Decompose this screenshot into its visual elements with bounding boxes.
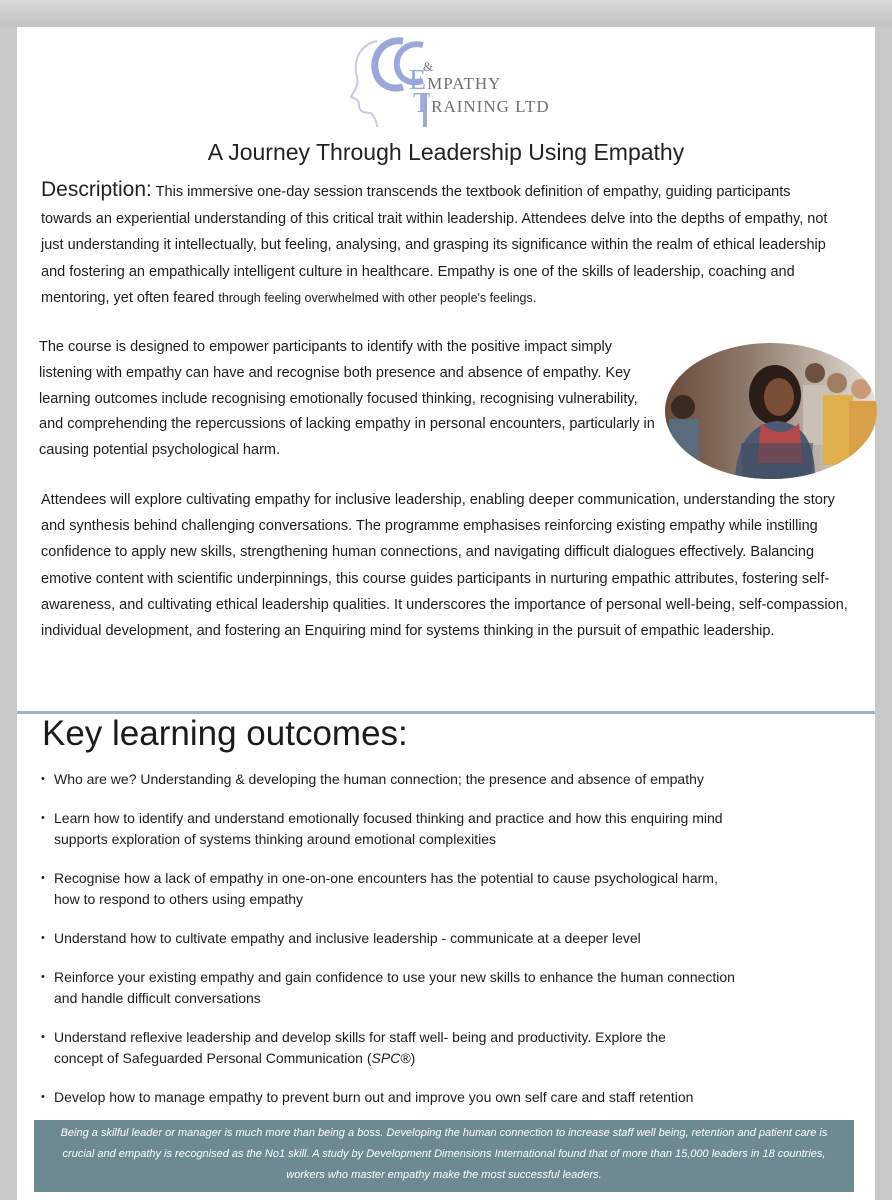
list-item (41, 1087, 801, 1108)
footer-line-3: workers who master empathy make the most successful leaders. (286, 1169, 602, 1181)
top-strip (0, 0, 892, 27)
company-name: EMPATHY TRAINING LTD (409, 65, 550, 119)
outcomes-list (41, 769, 801, 1108)
footer-quote-banner (34, 1120, 854, 1192)
outcome-text-continued: how to respond to others using empathy (54, 891, 304, 907)
description-small-text: through feeling overwhelmed with other people's feelings. (218, 291, 537, 305)
footer-line-1: Being a skilful leader or manager is much more than being a boss. Developing the human connection to increase staff well being, retention and patient care is (60, 1127, 828, 1139)
document-page (17, 27, 875, 1200)
list-item (41, 868, 801, 910)
outcome-text: Develop how to manage empathy to prevent burn out and improve you own self care and staff retention (54, 1089, 694, 1105)
svg-text:&: & (423, 59, 434, 74)
footer-line-2: crucial and empathy is recognised as the No1 skill. A study by Development Dimensions International found that of more than 15,000 leaders in 18 countries, (62, 1148, 826, 1160)
outcome-text: Learn how to identify and understand emotionally focused thinking and practice and how this enquiring mind (54, 810, 723, 826)
description-paragraph (41, 177, 841, 312)
outcome-text: Reinforce your existing empathy and gain confidence to use your new skills to enhance the human connection (54, 969, 735, 985)
list-item (41, 808, 801, 850)
course-overview-paragraph: The course is designed to empower participants to identify with the positive impact simply listening with empathy can have and recognise both presence and absence of empathy. Key learning outcomes include recognising emotionally focused thinking, recognising vulnerability, and comprehending the repercussions of lacking empathy in personal encounters, particularly in causing potential psychological harm. (39, 339, 655, 459)
list-item (41, 967, 801, 1009)
list-item (41, 928, 801, 949)
description-text: This immersive one-day session transcends the textbook definition of empathy, guiding participants towards an experiential understanding of this critical trait within leadership. Attendees delve into the depths of empathy, not just understanding it intellectually, but feeling, analysing, and grasping its significance within the realm of ethical leadership and fostering an empathically intelligent culture in healthcare. Empathy is one of the skills of leadership, coaching and mentoring, yet often feared (41, 184, 828, 306)
list-item (41, 1027, 801, 1069)
outcome-text: Recognise how a lack of empathy in one-on-one encounters has the potential to cause psychological harm, (54, 870, 718, 886)
outcome-text-tail: ) (410, 1050, 416, 1066)
outcome-text-continued: concept of Safeguarded Personal Communication ( (54, 1050, 372, 1066)
outcome-text-continued: supports exploration of systems thinking around emotional complexities (54, 831, 497, 847)
outcome-text-continued: and handle difficult conversations (54, 990, 261, 1006)
list-item (41, 769, 801, 790)
outcome-text: Who are we? Understanding & developing the human connection; the presence and absence of empathy (54, 771, 704, 787)
outcomes-heading: Key learning outcomes: (42, 714, 408, 753)
outcome-text: Understand reflexive leadership and develop skills for staff well- being and productivity. Explore the (54, 1029, 666, 1045)
company-logo (337, 27, 577, 132)
programme-details-paragraph: Attendees will explore cultivating empathy for inclusive leadership, enabling deeper communication, understanding the story and synthesis behind challenging conversations. The programme emphasises reinforcing existing empathy while instilling confidence to apply new skills, strengthening human connections, and navigating difficult dialogues effectively. Balancing emotive content with scientific underpinnings, this course guides participants in nurturing empathic attributes, fostering self-awareness, and cultivating ethical leadership qualities. It underscores the importance of personal well-being, self-compassion, individual development, and fostering an Enquiring mind for systems thinking in the pursuit of empathic leadership. (41, 492, 848, 640)
outcome-text: Understand how to cultivate empathy and inclusive leadership - communicate at a deeper level (54, 930, 641, 946)
document-title: A Journey Through Leadership Using Empathy (207, 139, 685, 165)
participants-photo (665, 343, 877, 479)
description-label: Description: (41, 178, 152, 201)
spc-abbreviation: SPC® (371, 1050, 411, 1066)
